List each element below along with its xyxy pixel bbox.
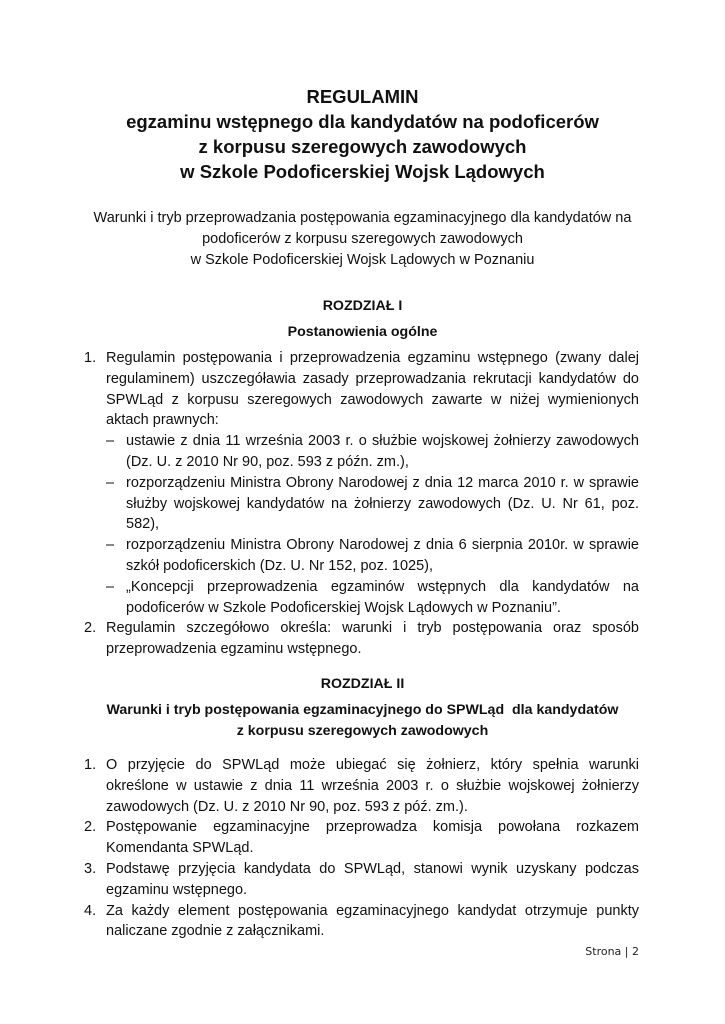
chapter-2-heading-line-1: Warunki i tryb postępowania egzaminacyjnego do SPWLąd dla kandydatów	[106, 702, 619, 718]
item-text: Regulamin szczegółowo określa: warunki i tryb postępowania oraz sposób przeprowadzenia egzaminu wstępnego.	[106, 620, 639, 658]
item-number: 1.	[84, 757, 97, 773]
dash-bullet: –	[106, 474, 115, 491]
title-line-4: w Szkole Podoficerskiej Wojsk Lądowych	[180, 161, 545, 182]
list-item	[84, 901, 639, 943]
title-line-3: z korpusu szeregowych zawodowych	[198, 136, 527, 157]
list-item	[84, 755, 639, 817]
document-title	[60, 84, 665, 184]
sub-list-item	[106, 473, 639, 535]
subtitle-line-3: w Szkole Podoficerskiej Wojsk Lądowych w Poznaniu	[190, 252, 535, 268]
dash-bullet: –	[106, 537, 115, 554]
list-item	[84, 817, 639, 859]
sub-list-item	[106, 431, 639, 473]
chapter-2-list	[84, 755, 639, 942]
list-item	[84, 859, 639, 901]
sub-list-item	[106, 577, 639, 619]
item-text: Postępowanie egzaminacyjne przeprowadza komisja powołana rozkazem Komendanta SPWLąd.	[106, 819, 639, 857]
legal-acts-list	[106, 431, 639, 618]
sub-item-text: ustawie z dnia 11 września 2003 r. o służbie wojskowej żołnierzy zawodowych (Dz. U. z 2010 Nr 90, poz. 593 z późn. zm.),	[126, 433, 639, 470]
item-number: 1.	[84, 350, 97, 366]
item-number: 4.	[84, 902, 97, 919]
dash-bullet: –	[106, 578, 115, 595]
sub-item-text: rozporządzeniu Ministra Obrony Narodowej z dnia 6 sierpnia 2010r. w sprawie szkół podoficerskich (Dz. U. Nr 152, poz. 1025),	[126, 537, 639, 574]
title-line-1: REGULAMIN	[306, 86, 419, 107]
chapter-2-label: ROZDZIAŁ II	[320, 676, 405, 692]
item-text: Podstawę przyjęcia kandydata do SPWLąd, stanowi wynik uzyskany podczas egzaminu wstępnego.	[106, 860, 639, 898]
list-item	[84, 348, 639, 618]
sub-item-text: rozporządzeniu Ministra Obrony Narodowej z dnia 12 marca 2010 r. w sprawie służby wojskowej kandydatów na żołnierzy zawodowych (Dz. U. Nr 61, poz. 582),	[126, 474, 639, 533]
item-number: 2.	[84, 620, 97, 637]
dash-bullet: –	[106, 433, 115, 450]
document-subtitle	[60, 208, 665, 271]
subtitle-line-1: Warunki i tryb przeprowadzania postępowania egzaminacyjnego dla kandydatów na	[93, 210, 632, 226]
list-item	[84, 618, 639, 660]
chapter-1-heading: Postanowienia ogólne	[287, 324, 438, 340]
chapter-2-heading	[60, 700, 665, 742]
chapter-2-heading-line-2: z korpusu szeregowych zawodowych	[236, 723, 489, 739]
sub-list-item	[106, 535, 639, 577]
chapter-1-label: ROZDZIAŁ I	[322, 298, 403, 314]
item-number: 3.	[84, 860, 97, 877]
item-text: O przyjęcie do SPWLąd może ubiegać się żołnierz, który spełnia warunki określone w ustawie z dnia 11 września 2003 r. o służbie wojskowej żołnierzy zawodowych (Dz. U. z 2010 Nr 90, poz. 593 z póź. zm.).	[106, 757, 639, 815]
item-number: 2.	[84, 819, 97, 836]
item-text: Regulamin postępowania i przeprowadzenia egzaminu wstępnego (zwany dalej regulaminem) uszczegóławia zasady przeprowadzania rekrutacji kandydatów do SPWLąd z korpusu szeregowych zawodowych zawarte w niżej wymienionych aktach prawnych:	[106, 350, 639, 429]
chapter-1-list	[84, 348, 639, 660]
subtitle-line-2: podoficerów z korpusu szeregowych zawodowych	[202, 231, 523, 247]
item-text: Za każdy element postępowania egzaminacyjnego kandydat otrzymuje punkty naliczane zgodnie z załącznikami.	[106, 902, 639, 940]
sub-item-text: „Koncepcji przeprowadzenia egzaminów wstępnych dla kandydatów na podoficerów w Szkole Podoficerskiej Wojsk Lądowych w Poznaniu”.	[126, 578, 639, 616]
page-number-footer: Strona | 2	[585, 945, 639, 958]
title-line-2: egzaminu wstępnego dla kandydatów na podoficerów	[126, 111, 599, 132]
